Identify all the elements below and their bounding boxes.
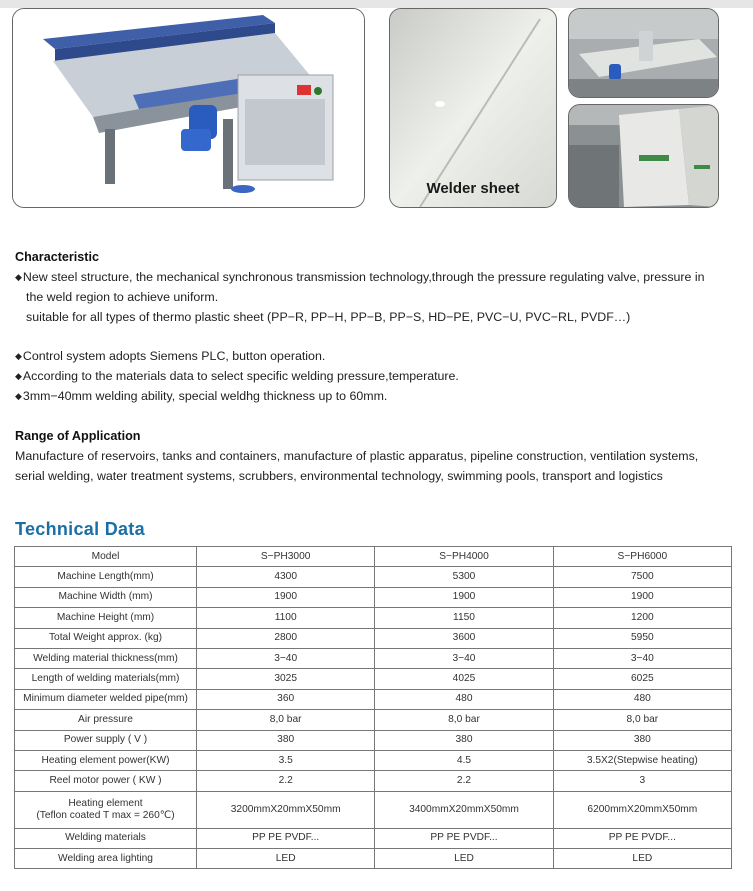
value-cell: 8,0 bar — [553, 710, 731, 730]
workshop-photo — [568, 8, 719, 98]
welded-sheet-illustration — [390, 9, 556, 207]
header-cell: S−PH4000 — [375, 547, 553, 567]
table-row — [15, 608, 732, 628]
value-cell: 1900 — [375, 587, 553, 607]
row-label-cell: Air pressure — [15, 710, 197, 730]
table-row — [15, 771, 732, 791]
value-cell: 380 — [197, 730, 375, 750]
row-label-cell: Welding material thickness(mm) — [15, 648, 197, 668]
table-header-row — [15, 547, 732, 567]
table-row — [15, 628, 732, 648]
row-label-cell: Machine Height (mm) — [15, 608, 197, 628]
table-row — [15, 689, 732, 709]
value-cell: 3−40 — [375, 648, 553, 668]
range-text-line: serial welding, water treatment systems, scrubbers, environmental technology, swimming pools, transport and logistics — [15, 469, 663, 483]
diamond-bullet-icon: ◆ — [15, 272, 22, 282]
value-cell: 1150 — [375, 608, 553, 628]
welder-sheet-caption: Welder sheet — [426, 180, 520, 197]
value-cell: LED — [553, 849, 731, 869]
table-row — [15, 587, 732, 607]
row-label-cell: Heating element power(KW) — [15, 750, 197, 770]
characteristic-text: According to the materials data to select specific welding pressure,temperature. — [22, 369, 459, 383]
row-label-cell: Total Weight approx. (kg) — [15, 628, 197, 648]
value-cell: 5950 — [553, 628, 731, 648]
value-cell: 8,0 bar — [375, 710, 553, 730]
tanks-photo — [568, 104, 719, 208]
tanks-illustration — [569, 105, 718, 207]
workshop-illustration — [569, 9, 718, 97]
characteristic-materials: suitable for all types of thermo plastic sheet (PP−R, PP−H, PP−B, PP−S, HD−PE, PVC−U, PVC−RL, PVDF…) — [26, 310, 631, 324]
value-cell: 8,0 bar — [197, 710, 375, 730]
value-cell: 2800 — [197, 628, 375, 648]
heating-label-note: (Teflon coated T max = 260℃) — [36, 809, 175, 821]
table-row — [15, 648, 732, 668]
characteristic-item — [15, 366, 459, 386]
value-cell: 4300 — [197, 567, 375, 587]
row-label-cell: Machine Length(mm) — [15, 567, 197, 587]
diamond-bullet-icon: ◆ — [15, 371, 22, 381]
value-cell: 1100 — [197, 608, 375, 628]
value-cell: 3.5X2(Stepwise heating) — [553, 750, 731, 770]
row-label-cell — [15, 791, 197, 828]
characteristic-text: 3mm−40mm welding ability, special weldhg thickness up to 60mm. — [22, 389, 388, 403]
row-label-cell: Minimum diameter welded pipe(mm) — [15, 689, 197, 709]
heating-label-line: Heating element — [68, 797, 143, 809]
diamond-bullet-icon: ◆ — [15, 351, 22, 361]
value-cell: PP PE PVDF... — [375, 828, 553, 848]
value-cell: 3.5 — [197, 750, 375, 770]
top-border-strip — [0, 0, 753, 8]
table-row — [15, 750, 732, 770]
characteristic-item — [15, 267, 705, 287]
table-row — [15, 567, 732, 587]
header-cell: S−PH6000 — [553, 547, 731, 567]
characteristic-text: New steel structure, the mechanical synchronous transmission technology,through the pressure regulating valve, pressure in — [22, 270, 705, 284]
table-row — [15, 849, 732, 869]
row-label-cell: Length of welding materials(mm) — [15, 669, 197, 689]
value-cell: 3−40 — [197, 648, 375, 668]
range-text-line: Manufacture of reservoirs, tanks and containers, manufacture of plastic apparatus, pipeline construction, ventilation systems, — [15, 449, 699, 463]
value-cell: 380 — [375, 730, 553, 750]
value-cell: 3025 — [197, 669, 375, 689]
value-cell: 1900 — [197, 587, 375, 607]
machine-illustration — [13, 9, 364, 207]
table-row — [15, 791, 732, 828]
technical-data-table — [14, 546, 732, 869]
value-cell: 6025 — [553, 669, 731, 689]
value-cell: 4025 — [375, 669, 553, 689]
value-cell: 360 — [197, 689, 375, 709]
table-row — [15, 828, 732, 848]
range-heading: Range of Application — [15, 429, 141, 443]
value-cell: 6200mmX20mmX50mm — [553, 791, 731, 828]
machine-photo — [12, 8, 365, 208]
value-cell: 480 — [375, 689, 553, 709]
value-cell: PP PE PVDF... — [197, 828, 375, 848]
value-cell: 1200 — [553, 608, 731, 628]
header-cell: S−PH3000 — [197, 547, 375, 567]
welder-sheet-photo — [389, 8, 557, 208]
value-cell: PP PE PVDF... — [553, 828, 731, 848]
value-cell: 3200mmX20mmX50mm — [197, 791, 375, 828]
value-cell: 4.5 — [375, 750, 553, 770]
row-label-cell: Power supply ( V ) — [15, 730, 197, 750]
characteristic-continuation: the weld region to achieve uniform. — [26, 290, 219, 304]
value-cell: 2.2 — [197, 771, 375, 791]
value-cell: 1900 — [553, 587, 731, 607]
row-label-cell: Reel motor power ( KW ) — [15, 771, 197, 791]
value-cell: 480 — [553, 689, 731, 709]
value-cell: 3−40 — [553, 648, 731, 668]
header-cell: Model — [15, 547, 197, 567]
characteristic-item — [15, 386, 387, 406]
row-label-cell: Machine Width (mm) — [15, 587, 197, 607]
table-row — [15, 730, 732, 750]
technical-data-title: Technical Data — [15, 519, 145, 539]
value-cell: LED — [375, 849, 553, 869]
value-cell: 5300 — [375, 567, 553, 587]
value-cell: 7500 — [553, 567, 731, 587]
characteristic-heading: Characteristic — [15, 250, 99, 264]
diamond-bullet-icon: ◆ — [15, 391, 22, 401]
characteristic-text: Control system adopts Siemens PLC, button operation. — [22, 349, 326, 363]
row-label-cell: Welding materials — [15, 828, 197, 848]
value-cell: 3400mmX20mmX50mm — [375, 791, 553, 828]
value-cell: 3 — [553, 771, 731, 791]
value-cell: LED — [197, 849, 375, 869]
value-cell: 2.2 — [375, 771, 553, 791]
row-label-cell: Welding area lighting — [15, 849, 197, 869]
value-cell: 3600 — [375, 628, 553, 648]
value-cell: 380 — [553, 730, 731, 750]
characteristic-item — [15, 346, 325, 366]
table-row — [15, 669, 732, 689]
table-row — [15, 710, 732, 730]
